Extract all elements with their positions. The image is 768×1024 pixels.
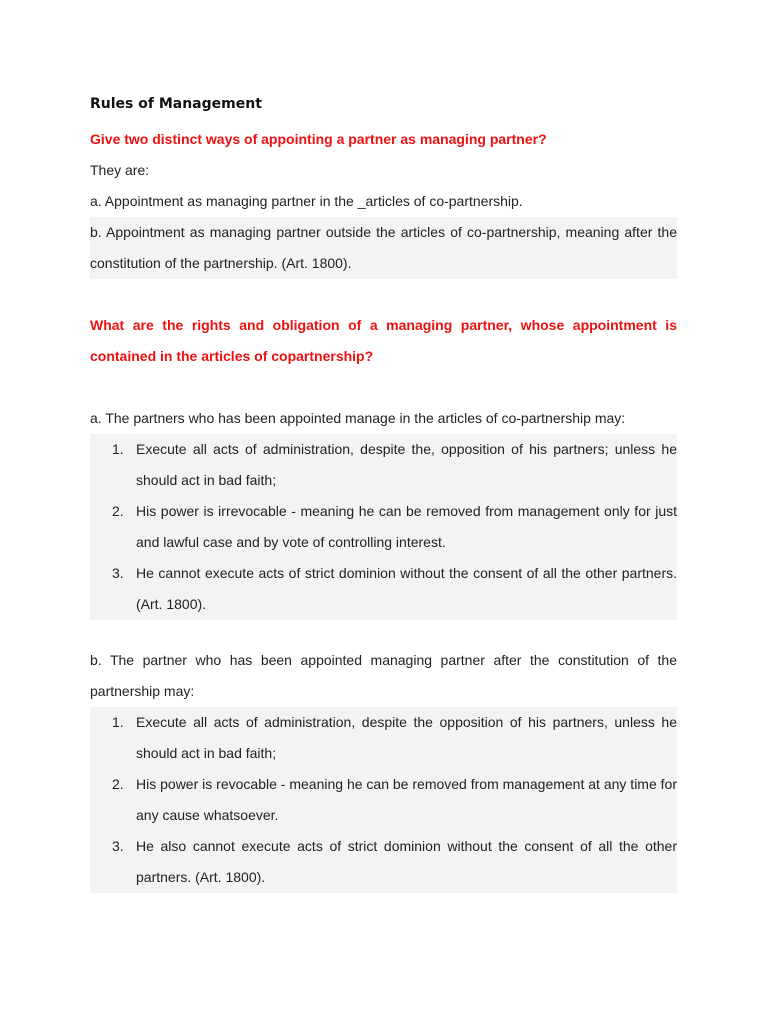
list-item: [90, 707, 677, 769]
list-item-text: Execute all acts of administration, despite the opposition of his partners, unless he should act in bad faith;: [136, 714, 677, 761]
part-a-list: [90, 434, 677, 620]
list-item: [90, 558, 677, 620]
list-number: 3.: [112, 838, 124, 854]
list-number: 2.: [112, 503, 124, 519]
list-item: [90, 831, 677, 893]
part-b-intro: b. The partner who has been appointed managing partner after the constitution of the partnership may:: [90, 652, 677, 699]
list-number: 3.: [112, 565, 124, 581]
list-item-text: He cannot execute acts of strict dominion without the consent of all the other partners. (Art. 1800).: [136, 565, 677, 612]
spacer: [90, 372, 677, 403]
list-item-text: He also cannot execute acts of strict dominion without the consent of all the other partners. (Art. 1800).: [136, 838, 677, 885]
spacer: [90, 620, 677, 645]
spacer: [90, 279, 677, 310]
list-item: [90, 434, 677, 496]
answer-item-a: a. Appointment as managing partner in the _articles of co-partnership.: [90, 193, 523, 209]
list-item-text: Execute all acts of administration, despite the, opposition of his partners; unless he should act in bad faith;: [136, 441, 677, 488]
list-item-text: His power is irrevocable - meaning he can be removed from management only for just and lawful case and by vote of controlling interest.: [136, 503, 677, 550]
answer-intro: They are:: [90, 162, 150, 178]
list-item-text: His power is revocable - meaning he can be removed from management at any time for any cause whatsoever.: [136, 776, 677, 823]
question-2: What are the rights and obligation of a managing partner, whose appointment is contained in the articles of copartnership?: [90, 317, 677, 364]
question-1: Give two distinct ways of appointing a partner as managing partner?: [90, 131, 547, 147]
list-item: [90, 769, 677, 831]
list-item: [90, 496, 677, 558]
part-a-intro: a. The partners who has been appointed manage in the articles of co-partnership may:: [90, 410, 626, 426]
list-number: 1.: [112, 714, 124, 730]
answer-item-b: b. Appointment as managing partner outside the articles of co-partnership, meaning after the constitution of the partnership. (Art. 1800).: [90, 217, 677, 279]
list-number: 2.: [112, 776, 124, 792]
document-title: Rules of Management: [90, 96, 262, 112]
list-number: 1.: [112, 441, 124, 457]
part-b-list: [90, 707, 677, 893]
